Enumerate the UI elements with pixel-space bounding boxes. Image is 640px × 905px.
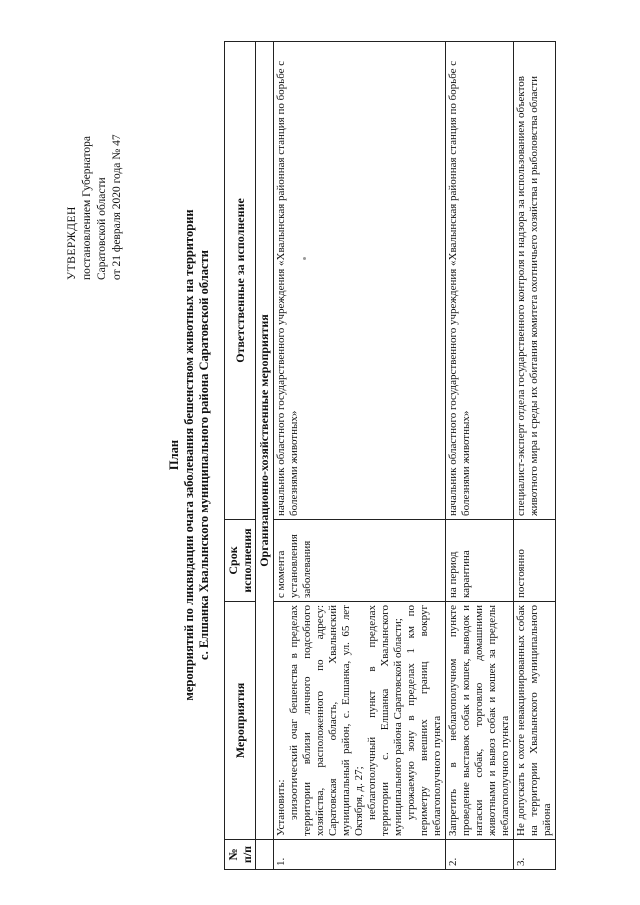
approval-line-3: от 21 февраля 2020 года № 47: [111, 134, 123, 280]
approval-line-1: постановлением Губернатора: [81, 136, 93, 280]
table-row: [274, 42, 446, 870]
measures-item: угрожаемую зону в пределах 1 км по периметру внешних границ вокруг неблагополучного пункта: [405, 605, 443, 836]
plan-subtitle-1: мероприятий по ликвидации очага заболевания бешенством животных на территории: [182, 209, 196, 701]
scan-speck: [303, 257, 306, 260]
section-row: [256, 42, 274, 870]
measures-table: [224, 41, 556, 870]
table-header-row: [225, 42, 256, 870]
table-row: [446, 42, 514, 870]
section-title: Организационно-хозяйственные мероприятия: [256, 42, 274, 840]
approval-line-2: Саратовской области: [96, 177, 108, 280]
header-responsible: Ответственные за исполнение: [225, 42, 256, 520]
row-responsible: начальник областного государственного учреждения «Хвалынская районная станция по борьбе с болезнями животных»: [446, 42, 514, 520]
measures-item: неблагополучный пункт в пределах территории с. Елшанка Хвалынского муниципального района Саратовской области;: [366, 605, 404, 836]
measures-item: эпизоотический очаг бешенства в пределах территории вблизи личного подсобного хозяйства, расположенного по адресу: Саратовская область, Хвалынский муниципальный район, с. Елшанка, ул. 65 лет Октября, д. 27;: [288, 605, 365, 836]
rotated-sheet: [40, 40, 600, 870]
row-term: на период карантина: [446, 520, 514, 602]
plan-subtitle-2: с. Елшанка Хвалынского муниципального района Саратовской области: [197, 250, 211, 660]
row-number: 1.: [274, 840, 446, 870]
header-measures: Мероприятия: [225, 602, 256, 840]
header-num: № п/п: [225, 840, 256, 870]
row-measures: Запретить в неблагополучном пункте проведение выставок собак и кошек, выводок и натаски собак, торговлю домашними животными и вывоз собак и кошек за пределы неблагополучного пункта: [446, 602, 514, 840]
row-responsible: начальник областного государственного учреждения «Хвалынская районная станция по борьбе с болезнями животных»: [274, 42, 446, 520]
header-term: Срок исполнения: [225, 520, 256, 602]
approval-stamp: [65, 50, 125, 280]
table-row: [514, 42, 556, 870]
plan-title: План: [167, 439, 181, 471]
row-number: 3.: [514, 840, 556, 870]
row-number: 2.: [446, 840, 514, 870]
measures-intro: Установить:: [275, 779, 287, 836]
row-measures: Не допускать к охоте невакцинированных собак на территории Хвалынского муниципального района: [514, 602, 556, 840]
row-responsible: специалист-эксперт отдела государственного контроля и надзора за использованием объектов животного мира и среды их обитания комитета охотничьего хозяйства и рыболовства области: [514, 42, 556, 520]
approval-head: УТВЕРЖДЕН: [66, 206, 78, 280]
row-term: постоянно: [514, 520, 556, 602]
row-term: с момента установления заболевания: [274, 520, 446, 602]
row-measures: [274, 602, 446, 840]
